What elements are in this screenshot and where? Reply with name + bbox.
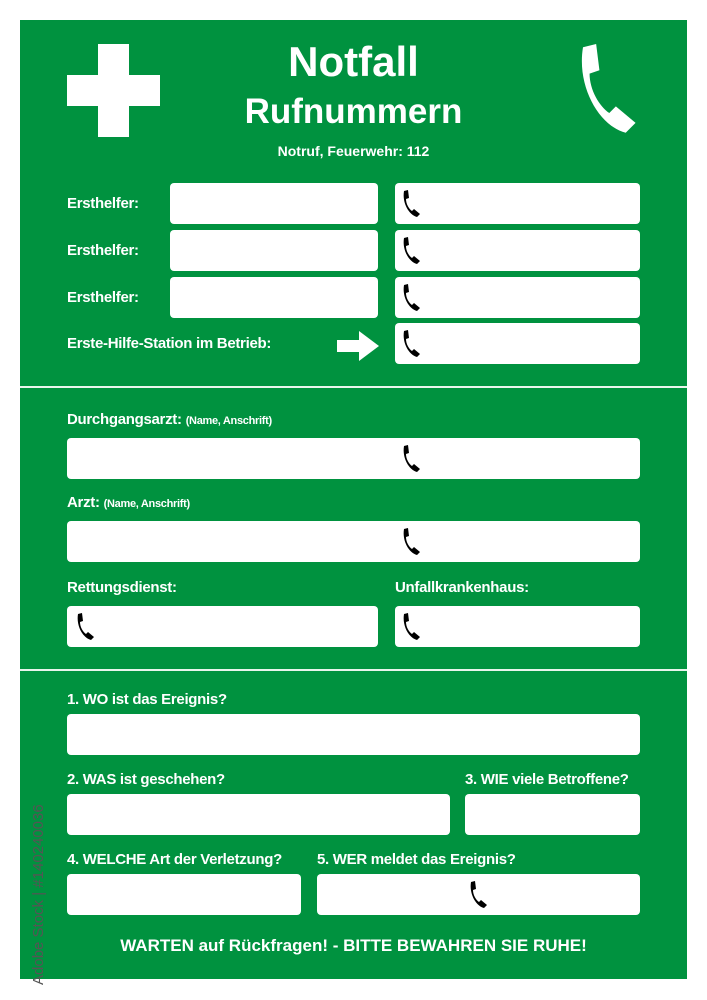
ersthelfer-label: Ersthelfer: [67,242,139,259]
first-aid-station-label: Erste-Hilfe-Station im Betrieb: [67,335,272,352]
ersthelfer-phone-field[interactable] [395,230,640,271]
question-how-many-label: 3. WIE viele Betroffene? [465,771,629,788]
telephone-icon [572,44,640,136]
ersthelfer-label: Ersthelfer: [67,289,139,306]
ersthelfer-phone-field[interactable] [395,277,640,318]
durchgangsarzt-label-text: Durchgangsarzt: [67,411,182,428]
rettungsdienst-label: Rettungsdienst: [67,579,177,596]
page-subtitle: Rufnummern [244,92,463,131]
footer-notice: WARTEN auf Rückfragen! - BITTE BEWAHREN SIE RUHE! [120,936,587,955]
phone-icon [468,881,488,909]
phone-icon [401,237,421,265]
question-where-label: 1. WO ist das Ereignis? [67,691,227,708]
phone-icon [401,613,421,641]
page-title: Notfall [288,38,419,85]
question-how-many-field[interactable] [465,794,640,835]
phone-icon [401,445,421,473]
question-what-label: 2. WAS ist geschehen? [67,771,225,788]
question-injury-field[interactable] [67,874,301,915]
unfallkrankenhaus-label: Unfallkrankenhaus: [395,579,529,596]
phone-icon [401,528,421,556]
arzt-label-text: Arzt: [67,494,100,511]
durchgangsarzt-label [67,411,272,428]
section-divider [20,669,687,671]
rettungsdienst-field[interactable] [67,606,378,647]
arzt-hint: (Name, Anschrift) [103,498,190,510]
question-reporter-label: 5. WER meldet das Ereignis? [317,851,516,868]
ersthelfer-name-field[interactable] [170,277,378,318]
first-aid-station-phone-field[interactable] [395,323,640,364]
durchgangsarzt-hint: (Name, Anschrift) [185,415,272,427]
durchgangsarzt-field[interactable] [67,438,640,479]
ersthelfer-name-field[interactable] [170,183,378,224]
watermark: Adobe Stock | #140240036 [30,804,47,985]
unfallkrankenhaus-field[interactable] [395,606,640,647]
arzt-field[interactable] [67,521,640,562]
phone-icon [75,613,95,641]
ersthelfer-label: Ersthelfer: [67,195,139,212]
phone-icon [401,190,421,218]
ersthelfer-phone-field[interactable] [395,183,640,224]
phone-icon [401,284,421,312]
arzt-label [67,494,190,511]
question-injury-label: 4. WELCHE Art der Verletzung? [67,851,282,868]
section-divider [20,386,687,388]
question-reporter-field[interactable] [317,874,640,915]
question-where-field[interactable] [67,714,640,755]
emergency-number: Notruf, Feuerwehr: 112 [277,143,430,159]
ersthelfer-name-field[interactable] [170,230,378,271]
phone-icon [401,330,421,358]
arrow-right-icon [337,331,379,361]
question-what-field[interactable] [67,794,450,835]
